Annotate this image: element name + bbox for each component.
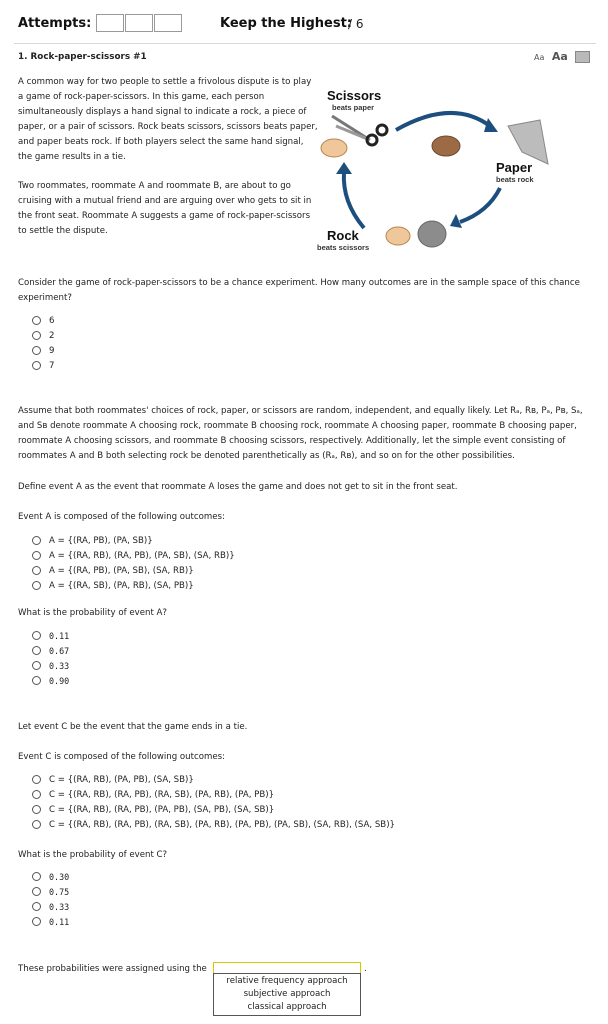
option-label: 0.75 <box>49 886 70 897</box>
keep-highest-score: / 6 <box>348 17 364 31</box>
q1-options <box>32 313 54 373</box>
arrow-paper-to-rock <box>460 188 500 222</box>
option-label: C = {(RA, RB), (RA, PB), (RA, SB), (PA, RB), (PA, PB), (PA, SB), (SA, RB), (SA, SB)} <box>49 819 396 830</box>
radio-button[interactable] <box>32 361 41 370</box>
option-label: 0.67 <box>49 645 70 656</box>
q6-suffix: . <box>364 964 367 974</box>
option-label: 0.90 <box>49 675 70 686</box>
q4-options <box>32 772 395 832</box>
paper-sub: beats rock <box>496 175 534 184</box>
option-label: 0.30 <box>49 871 70 882</box>
q4-prompt: Event C is composed of the following outcomes: <box>18 752 226 762</box>
scissors-label: Scissors <box>327 88 382 103</box>
q3-option[interactable] <box>32 628 69 643</box>
q4-option[interactable] <box>32 817 395 832</box>
radio-button[interactable] <box>32 646 41 655</box>
q2-option[interactable] <box>32 563 235 578</box>
intro-paragraph-2: Two roommates, roommate A and roommate B, are about to go cruising with a mutual friend and are arguing over who gets to sit in the front seat. Roommate A suggests a game of rock-paper-scissors to settle the dispute. <box>18 181 312 236</box>
radio-button[interactable] <box>32 872 41 881</box>
option-label: A = {(RA, PB), (PA, SB)} <box>49 535 153 546</box>
radio-button[interactable] <box>32 676 41 685</box>
option-label: 7 <box>49 360 55 371</box>
radio-button[interactable] <box>32 331 41 340</box>
radio-button[interactable] <box>32 887 41 896</box>
option-label: 0.33 <box>49 660 70 671</box>
option-label: 0.11 <box>49 916 70 927</box>
q1-option[interactable] <box>32 313 54 328</box>
hand-paper-icon <box>432 136 460 156</box>
q5-options <box>32 869 69 929</box>
radio-button[interactable] <box>32 902 41 911</box>
q1-option[interactable] <box>32 343 54 358</box>
radio-button[interactable] <box>32 661 41 670</box>
option-label: 0.11 <box>49 630 70 641</box>
q3-option[interactable] <box>32 673 69 688</box>
q5-option[interactable] <box>32 869 69 884</box>
q1-option[interactable] <box>32 358 54 373</box>
option-label: C = {(RA, RB), (PA, PB), (SA, SB)} <box>49 774 194 785</box>
radio-button[interactable] <box>32 316 41 325</box>
radio-button[interactable] <box>32 536 41 545</box>
q5-prompt: What is the probability of event C? <box>18 850 168 860</box>
attempt-box-2 <box>125 14 153 32</box>
option-label: 6 <box>49 315 55 326</box>
option-label: 9 <box>49 345 55 356</box>
option-label: A = {(RA, RB), (RA, PB), (PA, SB), (SA, RB)} <box>49 550 235 561</box>
q3-option[interactable] <box>32 658 69 673</box>
dropdown-option[interactable]: relative frequency approach <box>226 976 348 986</box>
radio-button[interactable] <box>32 820 41 829</box>
rock-label: Rock <box>327 228 359 243</box>
scissors-sub: beats paper <box>332 103 375 112</box>
radio-button[interactable] <box>32 551 41 560</box>
q2-option[interactable] <box>32 548 235 563</box>
keep-highest-label: Keep the Highest: <box>220 16 352 31</box>
intro-paragraph-1: A common way for two people to settle a frivolous dispute is to play a game of rock-paper-scissors. In this game, each person simultaneously displays a hand signal to indicate a rock, a piece of paper, or a pair of scissors. Rock beats scissors, scissors beats paper, and paper beats rock. If both players select the same hand signal, the game results in a tie. <box>18 77 318 162</box>
approach-dropdown-options <box>213 973 361 1016</box>
option-label: C = {(RA, RB), (RA, PB), (PA, PB), (SA, PB), (SA, SB)} <box>49 804 275 815</box>
q3-options <box>32 628 69 688</box>
q2-option[interactable] <box>32 533 235 548</box>
option-label: C = {(RA, RB), (RA, PB), (RA, SB), (PA, RB), (PA, PB)} <box>49 789 275 800</box>
q2-option[interactable] <box>32 578 235 593</box>
arrow-scissors-to-paper <box>396 113 490 130</box>
option-label: A = {(RA, PB), (PA, SB), (SA, RB)} <box>49 565 194 576</box>
attempt-box-1 <box>96 14 124 32</box>
paper-label: Paper <box>496 160 533 175</box>
radio-button[interactable] <box>32 631 41 640</box>
dropdown-option[interactable]: subjective approach <box>243 989 331 999</box>
q5-option[interactable] <box>32 899 69 914</box>
q4-option[interactable] <box>32 772 395 787</box>
radio-button[interactable] <box>32 805 41 814</box>
radio-button[interactable] <box>32 775 41 784</box>
rock-icon <box>418 221 446 247</box>
radio-button[interactable] <box>32 917 41 926</box>
rock-paper-scissors-diagram <box>312 82 602 262</box>
event-c-definition: Let event C be the event that the game ends in a tie. <box>18 722 248 732</box>
radio-button[interactable] <box>32 566 41 575</box>
print-icon[interactable] <box>575 51 590 63</box>
q2-options <box>32 533 235 593</box>
arrow-head-icon <box>336 162 352 174</box>
arrow-rock-to-scissors <box>344 172 364 228</box>
rock-sub: beats scissors <box>317 243 370 252</box>
q4-option[interactable] <box>32 787 395 802</box>
hand-scissors-icon <box>321 139 347 157</box>
hand-rock-icon <box>386 227 410 245</box>
paper-icon <box>508 120 548 164</box>
attempt-box-3 <box>154 14 182 32</box>
q1-option[interactable] <box>32 328 54 343</box>
q3-prompt: What is the probability of event A? <box>18 608 167 618</box>
font-smaller-button[interactable]: Aa <box>534 53 545 62</box>
font-size-tools <box>534 50 594 63</box>
q6-prompt: These probabilities were assigned using the <box>18 964 207 974</box>
q3-option[interactable] <box>32 643 69 658</box>
q4-option[interactable] <box>32 802 395 817</box>
dropdown-option[interactable]: classical approach <box>247 1002 327 1012</box>
q1-prompt: Consider the game of rock-paper-scissors to be a chance experiment. How many outcomes are in the sample space of this chance experiment? <box>18 278 580 303</box>
assume-paragraph: Assume that both roommates' choices of rock, paper, or scissors are random, independent, and equally likely. Let Rₐ, Rʙ, Pₐ, Pʙ, Sₐ, and Sʙ denote roommate A choosing rock, roommate B choosing rock, roommate A choosing paper, roommate B choosing paper, roommate A choosing scissors, and roommate B choosing scissors, respectively. Additionally, let the simple event consisting of roommates A and B both selecting rock be denoted parenthetically as (Rₐ, Rʙ), and so on for the other possibilities. <box>18 406 583 461</box>
q2-prompt: Event A is composed of the following outcomes: <box>18 512 225 522</box>
question-title: 1. Rock-paper-scissors #1 <box>18 52 147 62</box>
define-event-a: Define event A as the event that roommate A loses the game and does not get to sit in the front seat. <box>18 482 458 492</box>
q5-option[interactable] <box>32 914 69 929</box>
option-label: A = {(RA, SB), (PA, RB), (SA, PB)} <box>49 580 194 591</box>
attempts-label: Attempts: <box>18 16 92 31</box>
font-larger-button[interactable]: Aa <box>551 50 568 63</box>
radio-button[interactable] <box>32 790 41 799</box>
cycle-diagram <box>312 82 602 262</box>
option-label: 0.33 <box>49 901 70 912</box>
radio-button[interactable] <box>32 581 41 590</box>
option-label: 2 <box>49 330 55 341</box>
arrow-head-icon <box>484 118 498 132</box>
radio-button[interactable] <box>32 346 41 355</box>
divider <box>14 43 596 44</box>
q5-option[interactable] <box>32 884 69 899</box>
